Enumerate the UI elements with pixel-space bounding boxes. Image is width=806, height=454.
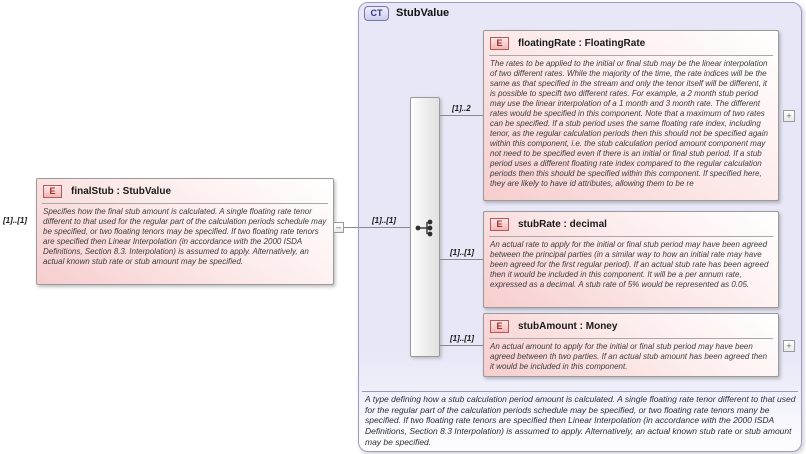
element-icon: E: [490, 218, 509, 231]
element-header-stubrate: [484, 212, 778, 234]
element-description-stubrate: An actual rate to apply for the initial or final stub period may have been agreed between the principal parties (in a similar way to how an initial rate may have been agreed for the first regular period). If an actual stub rate has been agreed then it would be included in this component. It will be a per annum rate, expressed as a decimal. A stub rate of 5% would be represented as 0.05.: [490, 240, 769, 289]
element-box-floatingrate[interactable]: [483, 30, 779, 201]
element-box-finalstub[interactable]: [36, 178, 334, 285]
element-icon: E: [490, 37, 509, 50]
complex-type-title: StubValue: [396, 7, 450, 19]
connector-line-finalstub-to-type: [344, 227, 358, 228]
element-header-floatingrate: [484, 31, 778, 53]
element-description-floatingrate: The rates to be applied to the initial or final stub may be the linear interpolation of two different rates. While the majority of the time, the rate indices will be the same as that specified in the stream and only the tenor itself will be different, it is possible to specift two different rates. For example, a 2 month stub period may use the linear interpolation of a 1 month and 3 month rate. The different rates would be specified in this component. Note that a maximum of two rates can be specified. If a stub period uses the same floating rate index, including tenor, as the regular calculation periods then this should not be specified again within this component, i.e. the stub calculation period amount component may not need to be specified even if there is an initial or final stub period. If a stub period uses a different floating rate index compared to the regular calculation periods then this should be specified within this component. If specified here, they are likely to have id attributes, allowing them to be re: [490, 59, 768, 188]
collapse-handle[interactable]: –: [333, 222, 344, 233]
element-header-stubamount: [484, 314, 778, 336]
element-icon: E: [43, 185, 62, 198]
connector-line-stubamount: [440, 345, 483, 346]
annotation-separator: [362, 391, 798, 392]
expand-handle-stubamount[interactable]: +: [783, 340, 795, 352]
element-icon: E: [490, 320, 509, 333]
stubamount-cardinality-label: [1]..[1]: [450, 334, 474, 343]
connector-line-to-sequence: [359, 227, 410, 228]
element-box-stubrate[interactable]: [483, 211, 779, 308]
element-header-finalstub: [37, 179, 333, 201]
element-title-stubamount: stubAmount : Money: [518, 320, 618, 332]
sequence-icon: [414, 219, 436, 237]
element-box-stubamount[interactable]: [483, 313, 779, 377]
element-description-finalstub: Specifies how the final stub amount is calculated. A single floating rate tenor different to that used for the regular part of the calculation periods schedule may be specified, or two floating tenors may be specified. If two floating rate tenors are specified then Linear Interpolation (in accordance with the 2000 ISDA Definitions, Section 8.3. Interpolation) is assumed to apply. Alternatively, an actual known stub rate or stub amount may be specified.: [43, 207, 327, 266]
connector-line-stubrate: [440, 259, 483, 260]
final-stub-cardinality-label: [1]..[1]: [3, 216, 27, 225]
floatingrate-cardinality-label: [1]..2: [452, 104, 471, 113]
connector-line-floatingrate: [440, 115, 483, 116]
complex-type-icon: CT: [364, 6, 389, 21]
compositor-cardinality-label: [1]..[1]: [372, 216, 396, 225]
element-description-stubamount: An actual amount to apply for the initial or final stub period may have been agreed between th two parties. If an actual stub amount has been agreed then it would be included in this component.: [490, 342, 768, 371]
element-title-finalstub: finalStub : StubValue: [71, 185, 172, 197]
element-title-floatingrate: floatingRate : FloatingRate: [518, 37, 646, 49]
element-title-stubrate: stubRate : decimal: [518, 218, 607, 230]
complex-type-annotation: A type defining how a stub calculation period amount is calculated. A single floating rate tenor different to that used for the regular part of the calculation periods schedule may be specified, or two floating rate tenors many be specified. If two floating rate tenors are specified then Linear Interpolation (in accordance with the 2000 ISDA Definitions, Section 8.3 Interpolation) is assumed to apply. Alternatively, an actual known stub rate or stub amount may be specified.: [365, 394, 796, 447]
stubrate-cardinality-label: [1]..[1]: [450, 248, 474, 257]
expand-handle-floatingrate[interactable]: +: [783, 110, 795, 122]
